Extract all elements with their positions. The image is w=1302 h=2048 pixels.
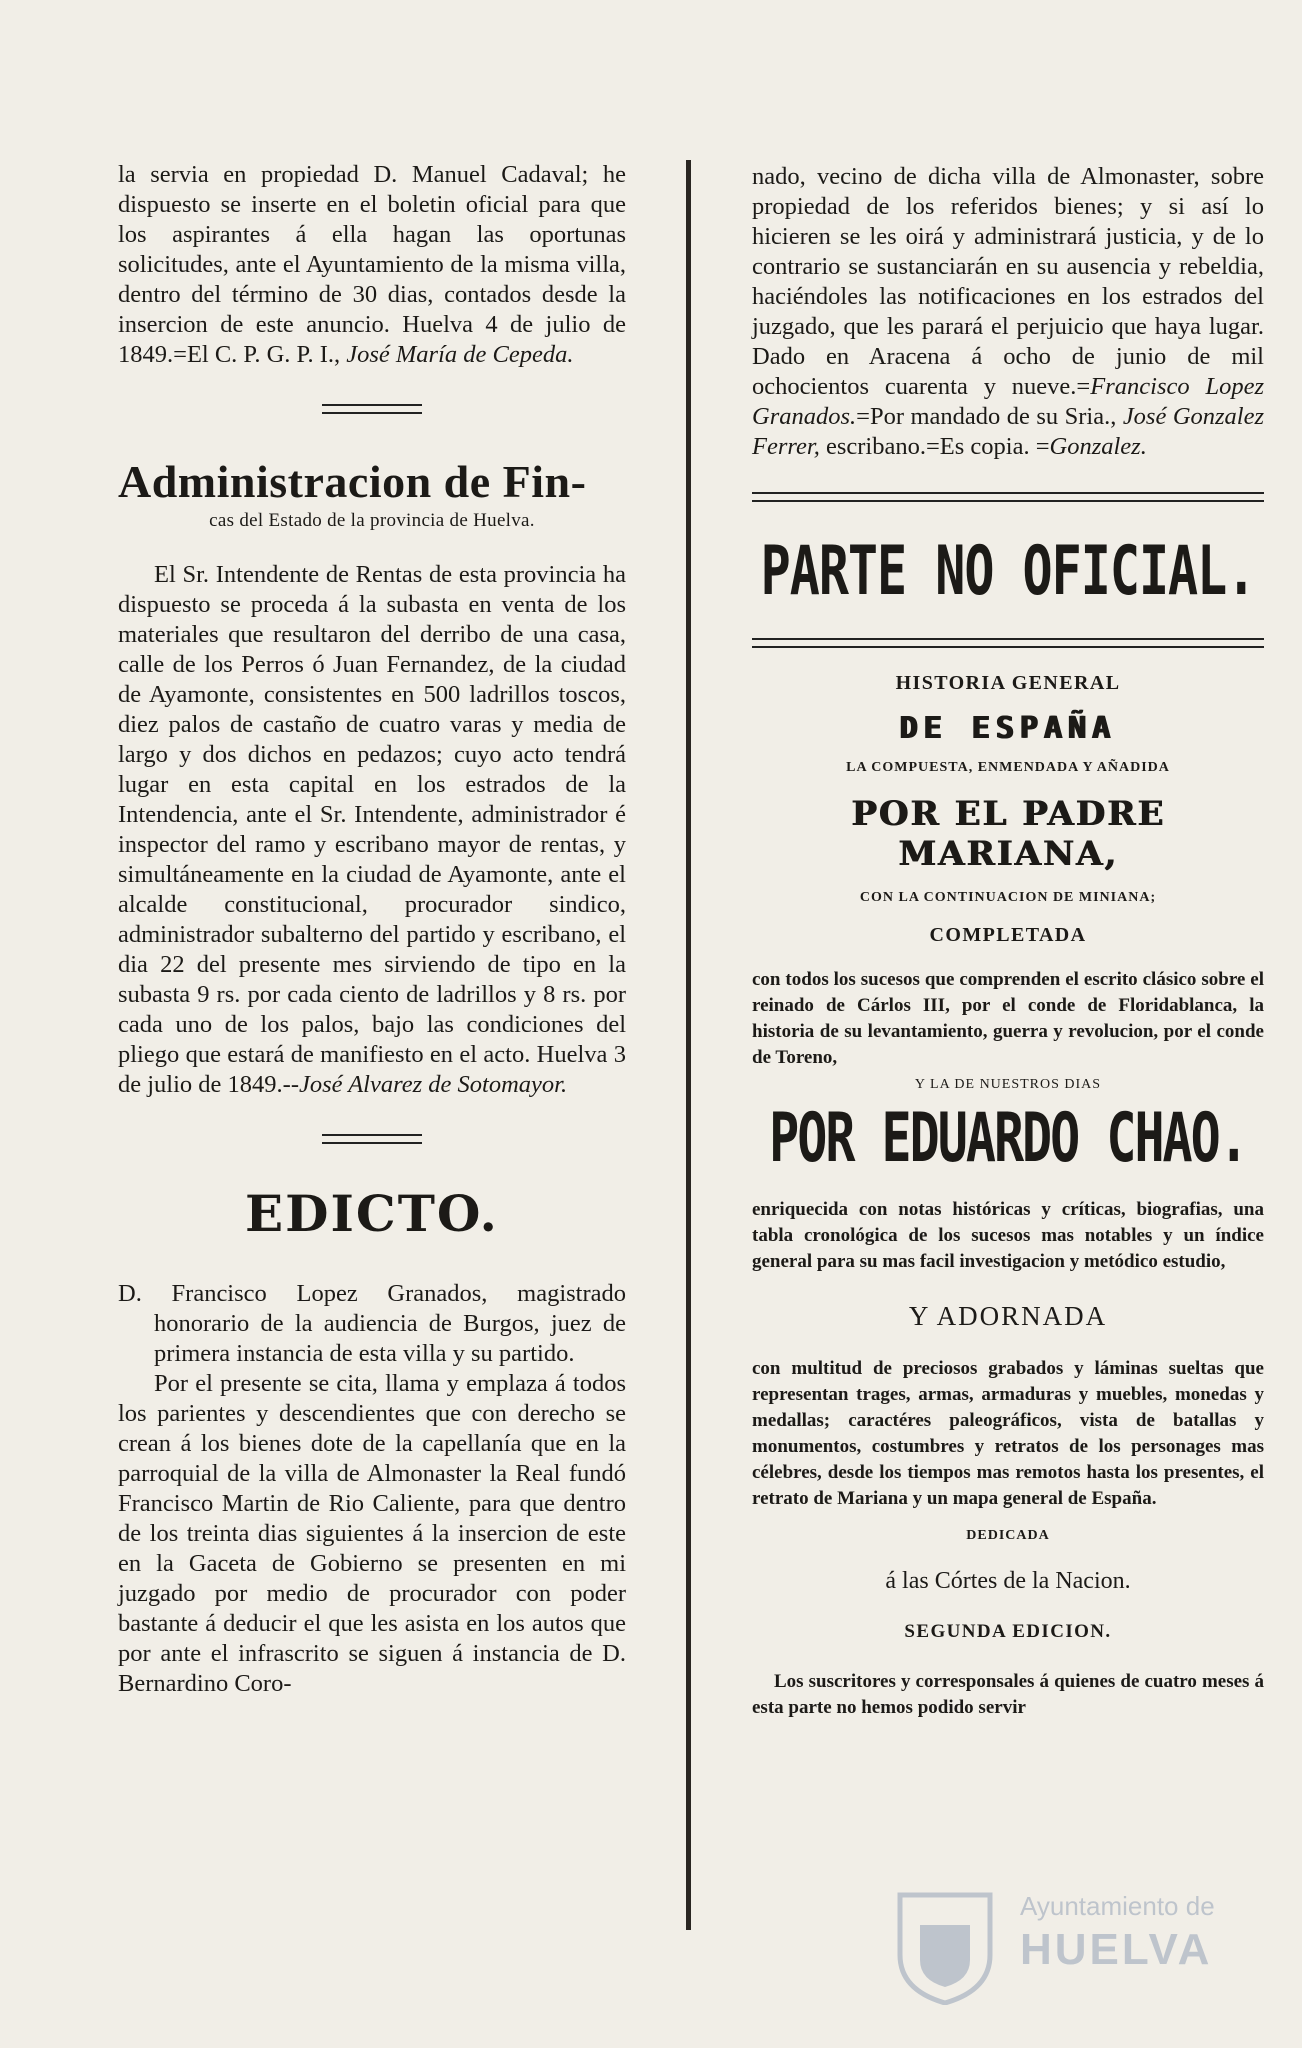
continuacion-line: CON LA CONTINUACION DE MINIANA; — [859, 890, 1157, 905]
padre-mariana-title: POR EL PADRE MARIANA, — [850, 794, 1166, 874]
subasta-notice — [118, 560, 626, 1100]
completada-heading: COMPLETADA — [929, 924, 1087, 946]
de-espana-title: DE ESPAÑA — [899, 711, 1117, 746]
signature-lopez: Francisco Lopez Granados. — [752, 373, 1264, 430]
edicto-body: Por el presente se cita, llama y emplaza á todos los parientes y descendientes que con derecho se crean á los bienes dote de la capellanía que en la parroquial de la villa de Almonaster la Real fundó Francisco Martin de Rio Caliente, para que dentro de los treinta dias siguientes á la insercion de este en la Gaceta de Gobierno se presenten en mi juzgado por medio de procurador con poder bastante á deducir el que les asista en los autos que por ante el infrascrito se siguen á instancia de D. Bernardino Coro- — [118, 1370, 626, 1697]
ayuntamiento-watermark — [890, 1885, 1250, 2005]
parte-no-oficial-heading: PARTE NO OFICIAL. — [760, 532, 1256, 611]
subasta-notice-signature: José Alvarez de Sotomayor. — [299, 1071, 568, 1098]
watermark-line2: HUELVA — [1020, 1925, 1213, 1974]
mandado-text: =Por mandado de su Sria., — [856, 403, 1117, 430]
section-rule — [322, 404, 422, 414]
right-column — [752, 162, 1264, 1721]
dedicada-line: DEDICADA — [966, 1528, 1050, 1543]
administracion-subheading: cas del Estado de la provincia de Huelva. — [209, 510, 535, 531]
section-rule — [322, 1134, 422, 1144]
suscritores-text: Los suscritores y corresponsales á quienes de cuatro meses á esta parte no hemos podido servir — [752, 1671, 1264, 1718]
section-rule-double — [752, 638, 1264, 648]
huelva-crest-icon — [890, 1885, 1000, 2005]
copia-text: escribano.=Es copia. = — [825, 433, 1050, 460]
segunda-edicion-line: SEGUNDA EDICION. — [904, 1621, 1112, 1642]
completada-text: con todos los sucesos que comprenden el escrito clásico sobre el reinado de Cárlos III, por el conde de Floridablanca, la historia de su levantamiento, guerra y revolucion, por el conde de Toreno, — [752, 969, 1264, 1068]
adornada-text: con multitud de preciosos grabados y láminas sueltas que representan trages, armas, armaduras y muebles, monedas y medallas; caractéres paleográficos, vista de batallas y monumentos, costumbres y retratos de los personages mas célebres, desde los tiempos mas remotos hasta los presentes, el retrato de Mariana y un mapa general de España. — [752, 1358, 1264, 1509]
cortes-line: á las Córtes de la Nacion. — [885, 1568, 1131, 1594]
edicto-judge: D. Francisco Lopez Granados, magistrado honorario de la audiencia de Burgos, juez de primera instancia de esta villa y su partido. — [118, 1280, 626, 1367]
adornada-heading: Y ADORNADA — [908, 1301, 1108, 1331]
column-divider — [686, 160, 691, 1930]
compuesta-line: LA COMPUESTA, ENMENDADA Y AÑADIDA — [846, 760, 1170, 775]
signature-gonzalez-ferrer: José Gonzalez Ferrer, — [752, 403, 1265, 460]
cadaval-notice-text: la servia en propiedad D. Manuel Cadaval; he dispuesto se inserte en el boletin oficial para que los aspirantes á ella hagan las oportunas solicitudes, ante el Ayuntamiento de la misma villa, dentro del término de 30 dias, contados desde la insercion de este anuncio. Huelva 4 de julio de 1849.=El C. P. G. P. I., — [118, 161, 626, 368]
eduardo-chao-title: POR EDUARDO CHAO. — [769, 1098, 1247, 1178]
section-rule-double — [752, 492, 1264, 502]
left-column — [118, 160, 626, 1699]
administracion-heading: Administracion de Fin- — [118, 456, 587, 507]
enriquecida-text: enriquecida con notas históricas y críticas, biografias, una tabla cronológica de los sucesos mas notables y un índice general para su mas facil investigacion y metódico estudio, — [752, 1199, 1264, 1272]
historia-title: HISTORIA GENERAL — [895, 672, 1121, 694]
subasta-notice-text: El Sr. Intendente de Rentas de esta provincia ha dispuesto se proceda á la subasta en venta de los materiales que resultaron del derribo de una casa, calle de los Perros ó Juan Fernandez, de la ciudad de Ayamonte, consistentes en 500 ladrillos toscos, diez palos de castaño de cuatro varas y media de largo y dos dichos en pedazos; cuyo acto tendrá lugar en esta capital en los estrados de la Intendencia, ante el Sr. Intendente, administrador é inspector del ramo y escribano mayor de rentas, y simultáneamente en la ciudad de Ayamonte, ante el alcalde constitucional, procurador sindico, administrador subalterno del partido y escribano, el dia 22 del presente mes sirviendo de tipo en la subasta 9 rs. por cada ciento de ladrillos y 8 rs. por cada uno de los palos, bajo las condiciones del pliego que estará de manifiesto en el acto. Huelva 3 de julio de 1849.-- — [118, 561, 626, 1098]
edicto-continuation — [752, 162, 1264, 462]
edicto-continuation-text: nado, vecino de dicha villa de Almonaster, sobre propiedad de los referidos bienes; y si así lo hicieren se les oirá y administrará justicia, y de lo contrario se sustanciarán en su ausencia y rebeldia, haciéndoles las notificaciones en los estrados del juzgado, que les parará el perjuicio que haya lugar. Dado en Aracena á ocho de junio de mil ochocientos cuarenta y nueve.= — [752, 163, 1264, 400]
cadaval-notice-signature: José María de Cepeda. — [346, 341, 574, 368]
cadaval-notice — [118, 160, 626, 370]
watermark-line1: Ayuntamiento de — [1020, 1891, 1215, 1921]
nuestros-dias-line: Y LA DE NUESTROS DIAS — [914, 1077, 1102, 1092]
edicto-heading: EDICTO. — [245, 1184, 499, 1243]
signature-gonzalez: Gonzalez. — [1049, 433, 1147, 460]
